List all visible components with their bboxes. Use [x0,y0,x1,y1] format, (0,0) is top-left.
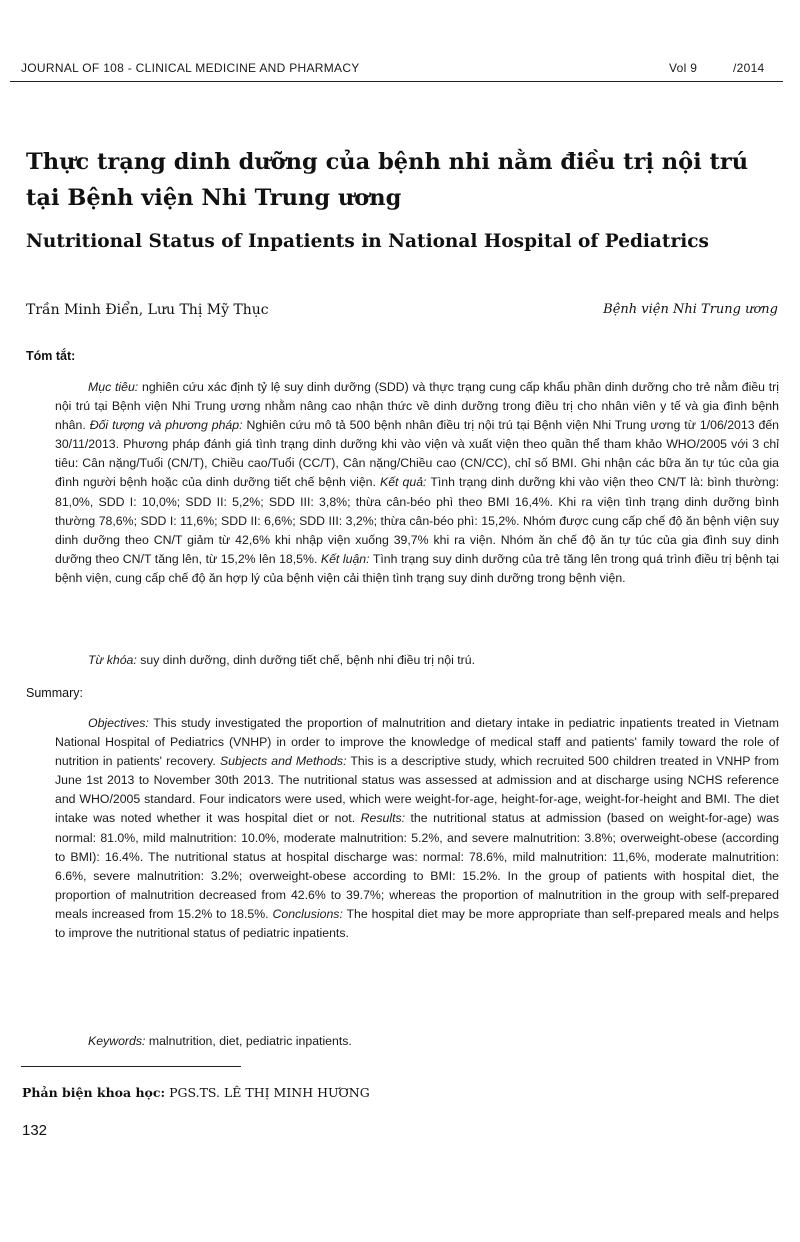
conclusion-label-en: Conclusions: [272,906,343,921]
author-list: Trần Minh Điển, Lưu Thị Mỹ Thục [26,302,269,318]
article-title-en: Nutritional Status of Inpatients in National Hospital of Pediatrics [26,231,709,252]
methods-label-en: Subjects and Methods: [219,754,347,769]
objective-label-vi: Mục tiêu: [88,380,139,394]
reviewer-name: PGS.TS. LÊ THỊ MINH HƯƠNG [165,1085,370,1100]
abstract-body-vi [55,378,779,588]
article-title-vi: Thực trạng dinh dưỡng của bệnh nhi nằm điều trị nội trú tại Bệnh viện Nhi Trung ương [26,149,749,211]
keywords-text-en: malnutrition, diet, pediatric inpatients. [145,1034,352,1048]
results-label-en: Results: [360,811,406,826]
conclusion-label-vi: Kết luận: [320,551,370,566]
keywords-text-vi: suy dinh dưỡng, dinh dưỡng tiết chế, bệnh nhi điều trị nội trú. [136,653,475,667]
keywords-vi [55,651,779,670]
keywords-en [55,1032,779,1051]
journal-name: JOURNAL OF 108 - CLINICAL MEDICINE AND PHARMACY [21,61,360,75]
abstract-heading-en: Summary: [26,686,83,700]
reviewer-label: Phản biện khoa học: [22,1085,166,1100]
objective-label-en: Objectives: [88,716,149,730]
objective-text-vi: nghiên cứu xác định tỷ lệ suy dinh dưỡng (SDD) và thực trạng cung cấp khẩu phần dinh dưỡng cho trẻ nằm điều trị nội trú tại Bệnh viện Nhi Trung ương nhằm nâng cao nhận thức về dinh dưỡng trong điều trị cho nhân viên y tế và gia đình bệnh nhân. [55,380,780,433]
keywords-label-vi: Từ khóa: [88,653,137,667]
header-rule [10,81,783,82]
objective-text-en: This study investigated the proportion of malnutrition and dietary intake in pediatric inpatients treated in Vietnam National Hospital of Pediatrics (VNHP) in order to improve the knowledge of medical staff and patients' family toward the role of nutrition in patients' recovery. [55,716,779,769]
methods-text-en: This is a descriptive study, which recruited 500 children treated in VNHP from June 1st 2013 to November 30th 2013. The nutritional status was assessed at admission and at discharge using NCHS reference and WHO/2005 standard. Four indicators were used, which were weight-for-age, height-for-age, weight-for-height and BMI. The diet intake was noted whether it was hospital diet or not. [55,754,779,826]
results-label-vi: Kết quả: [380,475,427,490]
results-text-vi: Tình trạng dinh dưỡng khi vào viện theo CN/T là: bình thường: 81,0%, SDD I: 10,0%; SDD II: 5,2%; SDD III: 3,8%; thừa cân-béo phì theo BMI 16,4%. Khi ra viện tình trạng dinh dưỡng bình thường 78,6%; SDD I: 11,6%; SDD II: 6,6%; SDD III: 3,2%; thừa cân-béo phì: 15,2%. Nhóm được cung cấp chế độ ăn bệnh viện suy dinh dưỡng theo CN/T giảm từ 42,6% khi nhập viện xuống 39,7% khi ra viện. Nhóm ăn chế độ ăn tự túc của gia đình suy dinh dưỡng theo CN/T tăng lên, từ 15,2% lên 18,5%. [55,475,779,566]
author-affiliation: Bệnh viện Nhi Trung ương [603,302,778,317]
reviewer-footnote [22,1085,370,1100]
issue-year: /2014 [733,61,765,75]
page-number: 132 [22,1122,48,1139]
methods-text-vi: Nghiên cứu mô tả 500 bệnh nhân điều trị nội trú tại Bệnh viện Nhi Trung ương từ 1/06/2013 đến 30/11/2013. Phương pháp đánh giá tình trạng dinh dưỡng khi vào viện và xuất viện theo quần thể tham khảo WHO/2005 với 3 chỉ tiêu: Cân nặng/Tuổi (CN/T), Chiều cao/Tuổi (CC/T), Cân nặng/Chiều cao (CN/CC), chỉ số BMI. Ghi nhận các bữa ăn tự túc của gia đình người bệnh hoặc của dinh dưỡng tiết chế bệnh viện. [55,418,779,490]
abstract-heading-vi: Tóm tắt: [26,349,76,363]
keywords-label-en: Keywords: [88,1034,146,1048]
abstract-body-en [55,714,779,943]
running-head [21,61,765,79]
results-text-en: the nutritional status at admission (based on weight-for-age) was normal: 81.0%, mild malnutrition: 10.0%, moderate malnutrition: 5.2%, and severe malnutrition: 3.8%; overweight-obese (according to BMI): 16.4%. The nutritional status at hospital discharge was: normal: 78.6%, mild malnutrition: 11,6%, moderate malnutrition: 6.6%, severe malnutrition: 3.2%; overweight-obese according to BMI: 15.2%. In the group of patients with hospital diet, the proportion of malnutrition decreased from 42.6% to 39.7%; whereas the proportion of malnutrition in the group with self-prepared meals increased from 15.2% to 18.5%. [55,811,779,921]
methods-label-vi: Đối tượng và phương pháp: [89,418,243,433]
footnote-rule [21,1066,241,1067]
volume-label: Vol 9 [669,61,698,75]
conclusion-text-en: The hospital diet may be more appropriate than self-prepared meals and helps to improve the nutritional status of pediatric inpatients. [55,906,779,941]
conclusion-text-vi: Tình trạng suy dinh dưỡng của trẻ tăng lên trong quá trình điều trị bệnh tại bệnh viện, cung cấp chế độ ăn hợp lý của bệnh viện cải thiện tình trạng suy dinh dưỡng trong bệnh viện. [55,551,780,585]
